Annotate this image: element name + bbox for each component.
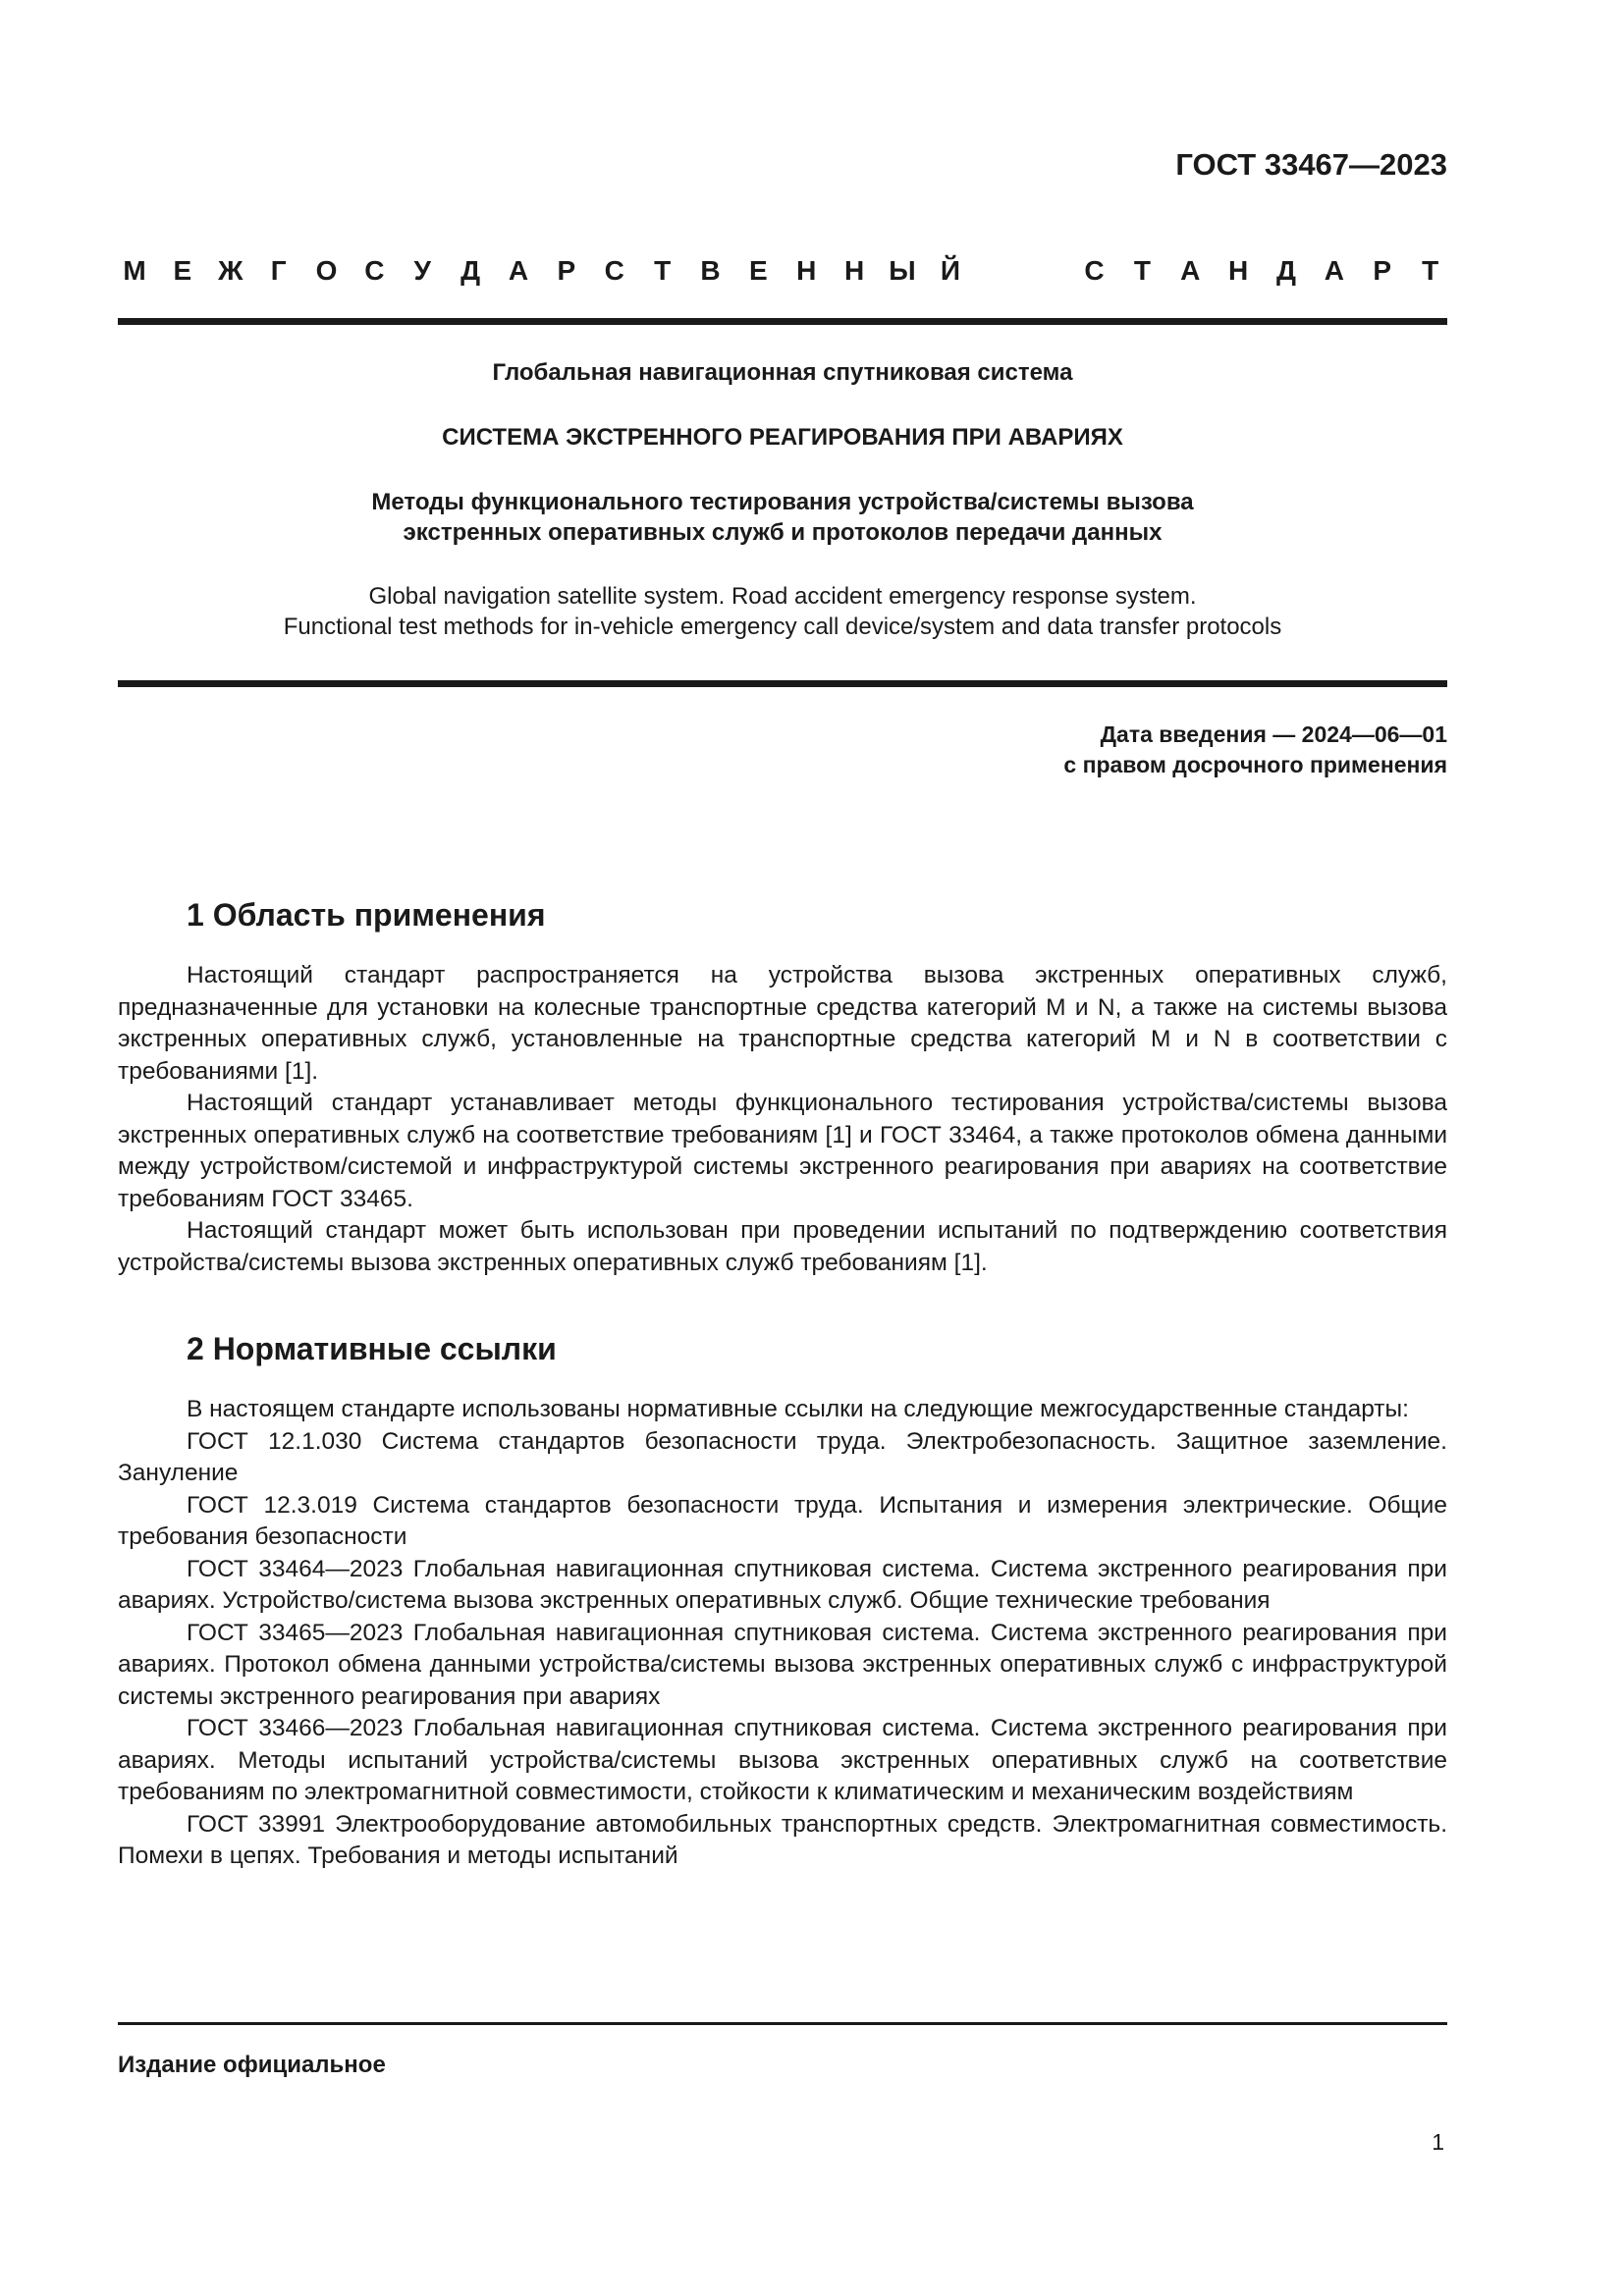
section-2-body <box>118 1394 1447 1873</box>
banner-letter: Т <box>1422 255 1439 286</box>
title-english-line1: Global navigation satellite system. Road accident emergency response system. <box>368 583 1197 610</box>
paragraph: Настоящий стандарт распространяется на устройства вызова экстренных оперативных служб, предназначенные для установки на колесные транспортные средства категорий M и N, а также на системы вызова экстренных оперативных служб, установленные на транспортные средства категорий M и N в соответствии с требованиями [1]. <box>118 962 1447 1085</box>
title-methods-line1: Методы функционального тестирования устройства/системы вызова <box>371 489 1194 515</box>
banner-letter: А <box>1324 255 1344 286</box>
banner-letter: Р <box>1373 255 1392 286</box>
interstate-standard-banner <box>118 253 1447 289</box>
banner-letter: С <box>1084 255 1105 286</box>
official-edition-label: Издание официальное <box>118 2052 386 2078</box>
banner-letter: Т <box>654 255 672 286</box>
document-number: ГОСТ 33467—2023 <box>1175 147 1447 182</box>
early-application-line: с правом досрочного применения <box>1063 752 1447 777</box>
banner-letter: Н <box>1228 255 1249 286</box>
banner-letter: Е <box>749 255 768 286</box>
banner-letter: Д <box>1276 255 1296 286</box>
title-methods-line2: экстренных оперативных служб и протоколов передачи данных <box>403 519 1163 546</box>
section-2-heading: 2 Нормативные ссылки <box>187 1331 557 1366</box>
title-subsystem: СИСТЕМА ЭКСТРЕННОГО РЕАГИРОВАНИЯ ПРИ АВАРИЯХ <box>442 424 1123 451</box>
banner-letter: Н <box>796 255 817 286</box>
banner-letter: С <box>604 255 624 286</box>
reference-item: ГОСТ 33466—2023 Глобальная навигационная спутниковая система. Система экстренного реагирования при авариях. Методы испытаний устройства/системы вызова экстренных оперативных служб на соответствие требованиям по электромагнитной совместимости, стойкости к климатическим и механическим воздействиям <box>118 1715 1447 1805</box>
title-methods <box>118 487 1447 548</box>
banner-letter: Г <box>270 255 287 286</box>
title-system: Глобальная навигационная спутниковая система <box>492 359 1073 386</box>
banner-letter: У <box>413 255 431 286</box>
banner-letter: Ж <box>218 255 244 286</box>
title-english <box>118 581 1447 642</box>
banner-letter: Д <box>460 255 481 286</box>
introduction-date <box>1063 720 1447 780</box>
introduction-date-line: Дата введения — 2024—06—01 <box>1100 721 1447 747</box>
banner-letter: Т <box>1133 255 1151 286</box>
middle-divider <box>118 680 1447 687</box>
reference-item: ГОСТ 12.3.019 Система стандартов безопасности труда. Испытания и измерения электрические. Общие требования безопасности <box>118 1491 1447 1550</box>
banner-letter: А <box>1180 255 1201 286</box>
bottom-divider <box>118 2022 1447 2025</box>
banner-letter: О <box>315 255 338 286</box>
banner-letter: Е <box>173 255 192 286</box>
banner-letter: Й <box>940 255 960 286</box>
banner-letter: М <box>123 255 146 286</box>
reference-item: ГОСТ 12.1.030 Система стандартов безопасности труда. Электробезопасность. Защитное заземление. Зануление <box>118 1427 1447 1486</box>
paragraph: В настоящем стандарте использованы нормативные ссылки на следующие межгосударственные стандарты: <box>187 1396 1409 1422</box>
section-1-body <box>118 960 1447 1279</box>
paragraph: Настоящий стандарт устанавливает методы функционального тестирования устройства/системы вызова экстренных оперативных служб на соответствие требованиям [1] и ГОСТ 33464, а также протоколов обмена данными между устройством/системой и инфраструктурой системы экстренного реагирования при авариях на соответствие требованиям ГОСТ 33465. <box>118 1090 1447 1212</box>
banner-letter: Н <box>844 255 865 286</box>
reference-item: ГОСТ 33464—2023 Глобальная навигационная спутниковая система. Система экстренного реагирования при авариях. Устройство/система вызова экстренных оперативных служб. Общие технические требования <box>118 1555 1447 1614</box>
top-divider <box>118 318 1447 325</box>
title-english-line2: Functional test methods for in-vehicle emergency call device/system and data transfer protocols <box>283 614 1282 640</box>
reference-item: ГОСТ 33465—2023 Глобальная навигационная спутниковая система. Система экстренного реагирования при авариях. Протокол обмена данными устройства/системы вызова экстренных оперативных служб с инфраструктурой системы экстренного реагирования при авариях <box>118 1619 1447 1710</box>
banner-letter: Р <box>557 255 576 286</box>
banner-letter: С <box>364 255 385 286</box>
paragraph: Настоящий стандарт может быть использован при проведении испытаний по подтверждению соответствия устройства/системы вызова экстренных оперативных служб требованиям [1]. <box>118 1217 1447 1276</box>
banner-letter: В <box>700 255 721 286</box>
banner-letter: А <box>508 255 529 286</box>
page-number: 1 <box>1432 2129 1444 2155</box>
section-1-heading: 1 Область применения <box>187 897 546 933</box>
banner-letter: Ы <box>889 255 916 286</box>
reference-item: ГОСТ 33991 Электрооборудование автомобильных транспортных средств. Электромагнитная совместимость. Помехи в цепях. Требования и методы испытаний <box>118 1810 1447 1869</box>
